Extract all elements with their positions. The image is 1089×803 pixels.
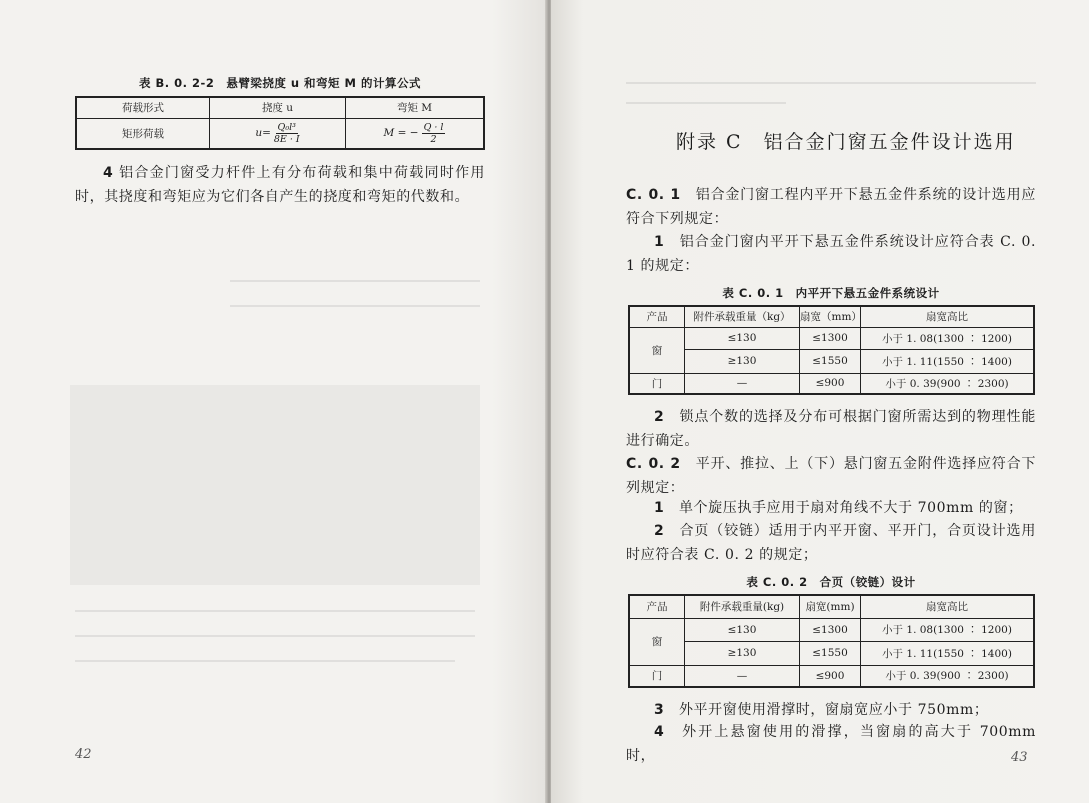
clause-c02-item-3-text: 外平开窗使用滑撑时，窗扇宽应小于 750mm； bbox=[678, 702, 989, 718]
clause-c01-item-1-text: 铝合金门窗内平开下悬五金件系统设计应符合表 C. 0. 1 的规定： bbox=[626, 234, 1036, 274]
clause-c01-item-1-number: 1 bbox=[654, 234, 665, 250]
clause-c02-item-1-number: 1 bbox=[654, 500, 665, 516]
clause-c01 bbox=[626, 183, 1036, 231]
deflection-lhs: u= bbox=[255, 127, 271, 140]
table-c01-caption: 表 C. 0. 1 内平开下悬五金件系统设计 bbox=[722, 286, 940, 300]
table-b-header-moment: 弯矩 M bbox=[346, 97, 485, 118]
deflection-numerator: Q₀l³ bbox=[277, 121, 296, 133]
moment-numerator: Q · l bbox=[423, 121, 444, 133]
table-cell: ≤1550 bbox=[800, 349, 861, 373]
paragraph-4-text: 铝合金门窗受力杆件上有分布荷载和集中荷载同时作用时，其挠度和弯矩应为它们各自产生的挠度和弯矩的代数和。 bbox=[75, 165, 485, 205]
table-cell: ≤1300 bbox=[800, 327, 861, 349]
page-number-right: 43 bbox=[1011, 750, 1028, 765]
table-c01-window-label: 窗 bbox=[629, 327, 685, 373]
deflection-denominator: 8E · I bbox=[273, 133, 300, 145]
table-c01-door-label: 门 bbox=[629, 373, 685, 394]
table-c01-header-product: 产品 bbox=[629, 306, 685, 327]
bleed-through-line bbox=[75, 610, 475, 612]
table-c01-header-weight: 附件承载重量（kg） bbox=[685, 306, 800, 327]
table-cell: 小于 1. 08(1300 ∶ 1200) bbox=[861, 618, 1035, 641]
table-c02 bbox=[628, 594, 1035, 688]
clause-c02-item-2-number: 2 bbox=[654, 523, 665, 539]
clause-c01-text: 铝合金门窗工程内平开下悬五金件系统的设计选用应符合下列规定： bbox=[626, 187, 1036, 227]
bleed-through-line bbox=[230, 280, 480, 282]
bleed-through-line bbox=[75, 660, 455, 662]
table-cell: ≤130 bbox=[685, 327, 800, 349]
table-cell: 小于 0. 39(900 ∶ 2300) bbox=[861, 373, 1035, 394]
table-b-caption: 表 B. 0. 2-2 悬臂梁挠度 u 和弯矩 M 的计算公式 bbox=[139, 76, 421, 90]
right-page bbox=[551, 0, 1089, 803]
table-cell: 小于 1. 11(1550 ∶ 1400) bbox=[861, 641, 1035, 665]
table-c02-header-weight: 附件承载重量(kg) bbox=[685, 595, 800, 618]
bleed-through-line bbox=[626, 82, 1036, 84]
table-c01 bbox=[628, 305, 1035, 395]
table-cell: ≥130 bbox=[685, 349, 800, 373]
clause-c02 bbox=[626, 452, 1036, 500]
moment-lhs: M = − bbox=[383, 127, 419, 140]
table-cell: 小于 0. 39(900 ∶ 2300) bbox=[861, 665, 1035, 687]
clause-c02-item-2 bbox=[626, 519, 1036, 567]
table-b-deflection-formula bbox=[210, 118, 346, 149]
table-cell: 小于 1. 08(1300 ∶ 1200) bbox=[861, 327, 1035, 349]
clause-c02-item-1-text: 单个旋压执手应用于扇对角线不大于 700mm 的窗； bbox=[678, 500, 1023, 516]
table-cell: ≤900 bbox=[800, 665, 861, 687]
clause-c02-item-1 bbox=[626, 496, 1036, 520]
clause-c02-item-2-text: 合页（铰链）适用于内平开窗、平开门，合页设计选用时应符合表 C. 0. 2 的规定； bbox=[626, 523, 1036, 563]
table-c02-header-width: 扇宽(mm) bbox=[800, 595, 861, 618]
clause-c01-item-1 bbox=[626, 230, 1036, 278]
table-b bbox=[75, 96, 485, 150]
bleed-through-line bbox=[626, 102, 786, 104]
table-b-header-deflection: 挠度 u bbox=[210, 97, 346, 118]
clause-c01-number: C. 0. 1 bbox=[626, 187, 681, 203]
table-cell: ≤1550 bbox=[800, 641, 861, 665]
table-cell: — bbox=[685, 373, 800, 394]
clause-c01-item-2-text: 锁点个数的选择及分布可根据门窗所需达到的物理性能进行确定。 bbox=[626, 409, 1036, 449]
moment-denominator: 2 bbox=[430, 133, 437, 145]
table-b-moment-formula bbox=[346, 118, 485, 149]
table-c01-header-width: 扇宽（mm） bbox=[800, 306, 861, 327]
bleed-through-line bbox=[230, 305, 480, 307]
clause-c02-item-3 bbox=[626, 698, 1036, 722]
paragraph-4 bbox=[75, 161, 485, 209]
clause-c02-number: C. 0. 2 bbox=[626, 456, 681, 472]
table-cell: — bbox=[685, 665, 800, 687]
table-c02-header-product: 产品 bbox=[629, 595, 685, 618]
table-c02-door-label: 门 bbox=[629, 665, 685, 687]
table-cell: ≤1300 bbox=[800, 618, 861, 641]
bleed-through-line bbox=[75, 635, 475, 637]
clause-c02-item-3-number: 3 bbox=[654, 702, 665, 718]
table-c02-caption: 表 C. 0. 2 合页（铰链）设计 bbox=[746, 575, 916, 589]
table-b-load-type: 矩形荷载 bbox=[76, 118, 210, 149]
table-cell: 小于 1. 11(1550 ∶ 1400) bbox=[861, 349, 1035, 373]
table-cell: ≥130 bbox=[685, 641, 800, 665]
table-c02-window-label: 窗 bbox=[629, 618, 685, 665]
clause-c02-item-4 bbox=[626, 720, 1036, 768]
table-cell: ≤130 bbox=[685, 618, 800, 641]
table-b-header-load: 荷载形式 bbox=[76, 97, 210, 118]
clause-c01-item-2-number: 2 bbox=[654, 409, 665, 425]
clause-c01-item-2 bbox=[626, 405, 1036, 453]
bleed-through-table bbox=[70, 385, 480, 585]
page-number-left: 42 bbox=[75, 747, 92, 762]
clause-c02-item-4-number: 4 bbox=[654, 724, 665, 740]
paragraph-4-number: 4 bbox=[103, 165, 114, 181]
table-c01-header-ratio: 扇宽高比 bbox=[861, 306, 1035, 327]
appendix-title: 附录 C 铝合金门窗五金件设计选用 bbox=[676, 131, 1016, 153]
clause-c02-text: 平开、推拉、上（下）悬门窗五金附件选择应符合下列规定： bbox=[626, 456, 1036, 496]
table-cell: ≤900 bbox=[800, 373, 861, 394]
clause-c02-item-4-text: 外开上悬窗使用的滑撑，当窗扇的高大于 700mm 时， bbox=[626, 724, 1037, 764]
table-c02-header-ratio: 扇宽高比 bbox=[861, 595, 1035, 618]
